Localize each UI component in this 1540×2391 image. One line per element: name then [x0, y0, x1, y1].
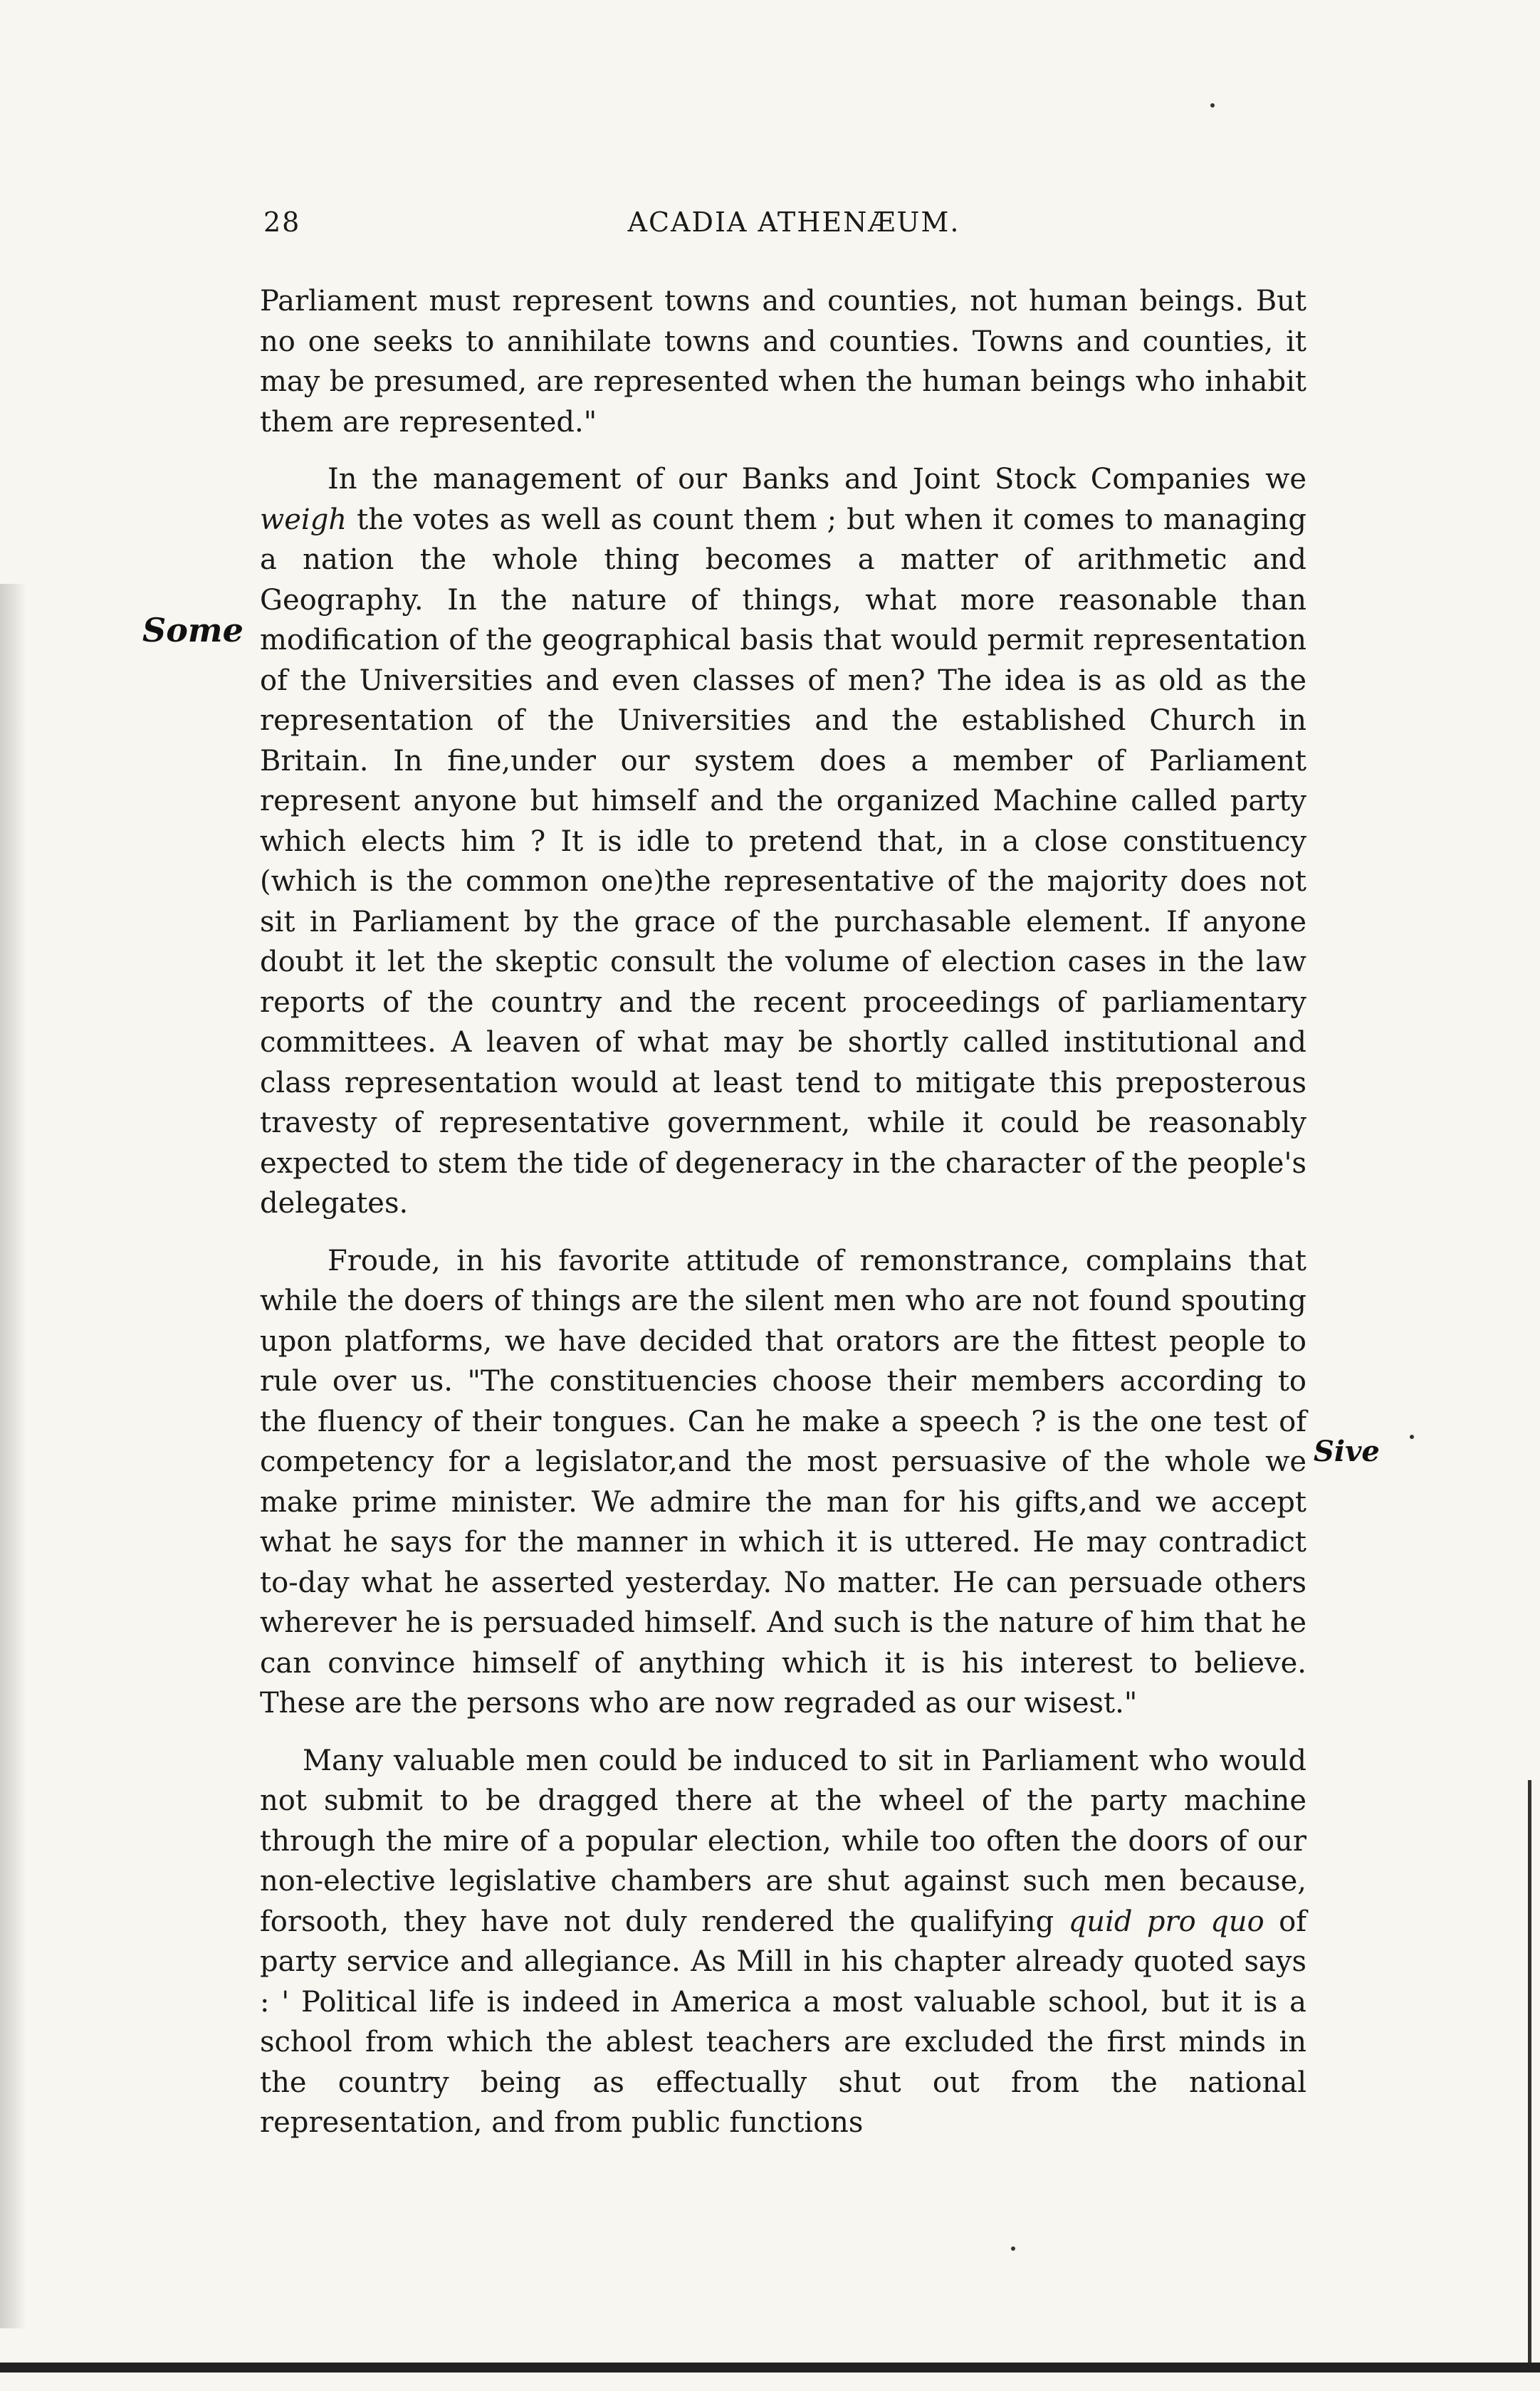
scan-speck	[1410, 1435, 1414, 1439]
paragraph-4	[260, 1741, 1306, 2143]
paragraph-4-italic: quid pro quo	[1068, 1905, 1264, 1938]
paragraph-2-text-b: the votes as well as count them ; but when it comes to managing a nation the whole thing becomes a matter of arithmetic and Geography. In the nature of things, what more reasonable than modification of the geographical basis that would permit representation of the Universities and even classes of men? The idea is as old as the representation of the Universities and the established Church in Britain. In fine,under our system does a member of Parliament represent anyone but himself and the organized Machine called party which elects him ? It is idle to pretend that, in a close constituency (which is the common one)the representative of the majority does not sit in Parliament by the grace of the purchasable element. If anyone doubt it let the skeptic consult the volume of election cases in the law reports of the country and the recent proceedings of parliamentary committees. A leaven of what may be shortly called institutional and class representation would at least tend to mitigate this preposterous travesty of representative government, while it could be reasonably expected to stem the tide of degeneracy in the character of the people's delegates.	[260, 503, 1306, 1220]
page-number: 28	[263, 206, 301, 238]
binding-shadow	[0, 584, 26, 2328]
paragraph-4-text-b: of party service and allegiance. As Mill in his chapter already quoted says : ' Political life is indeed in America a most valuable school, but it is a school from which the ablest teachers are excluded the first minds in the country being as effectually shut out from the national representation, and from public functions	[260, 1905, 1307, 2139]
scan-speck	[1011, 2246, 1015, 2251]
paragraph-2-italic: weigh	[260, 503, 347, 536]
bottom-scan-border	[0, 2363, 1540, 2372]
running-title: ACADIA ATHENÆUM.	[627, 206, 960, 238]
paragraph-1: Parliament must represent towns and counties, not human beings. But no one seeks to annihilate towns and counties. Towns and counties, it may be presumed, are represented when the human beings who inhabit them are represented."	[260, 285, 1306, 439]
paragraph-2-text-a: In the management of our Banks and Joint Stock Companies we	[328, 463, 1306, 496]
paragraph-4-text-a: Many valuable men could be induced to sit in Parliament who would not submit to be dragged there at the wheel of the party machine through the mire of a popular election, while too often the doors of our non-elective legislative chambers are shut against such men because, forsooth, they have not duly rendered the qualifying	[260, 1744, 1306, 1938]
handwritten-note-right: Sive	[1314, 1435, 1380, 1468]
page-header	[263, 206, 1324, 249]
handwritten-note-left: Some	[142, 611, 243, 649]
scan-speck	[1210, 103, 1215, 108]
paragraph-3: Froude, in his favorite attitude of remonstrance, complains that while the doers of things are the silent men who are not found spouting upon platforms, we have decided that orators are the fittest people to rule over us. "The constituencies choose their members according to the fluency of their tongues. Can he make a speech ? is the one test of competency for a legislator,and the most persuasive of the whole we make prime minister. We admire the man for his gifts,and we accept what he says for the manner in which it is uttered. He may contradict to-day what he asserted yesterday. No matter. He can persuade others wherever he is persuaded himself. And such is the nature of him that he can convince himself of anything which it is his interest to believe. These are the persons who are now regraded as our wisest."	[260, 1244, 1306, 1720]
paragraph-2	[260, 459, 1306, 1224]
page-edge-line	[1528, 1780, 1531, 2364]
article-body	[260, 281, 1306, 2160]
